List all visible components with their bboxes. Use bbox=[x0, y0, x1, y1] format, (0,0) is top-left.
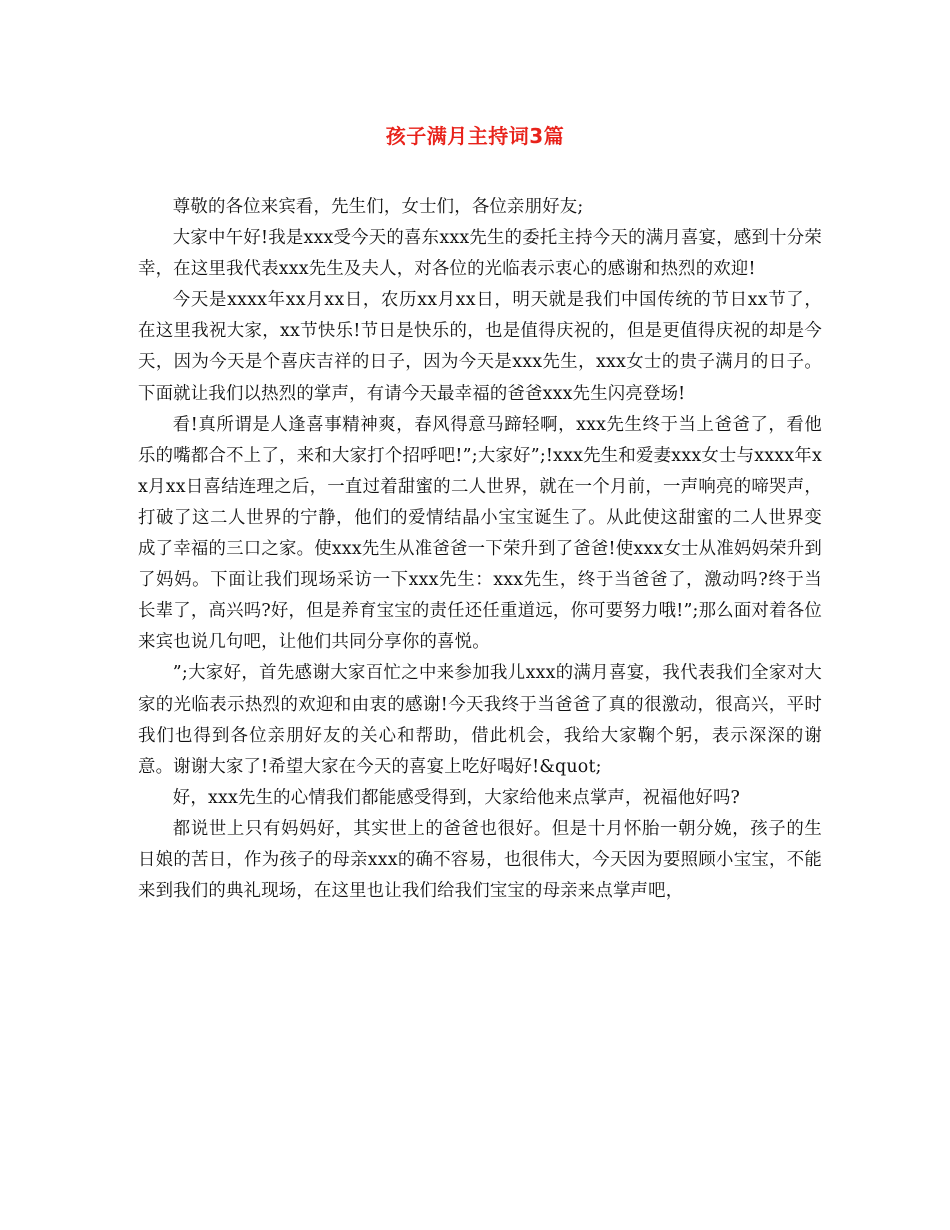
paragraph: 好，xxx先生的心情我们都能感受得到，大家给他来点掌声，祝福他好吗? bbox=[172, 787, 741, 808]
paragraph: 都说世上只有妈妈好，其实世上的爸爸也很好。但是十月怀胎一朝分娩，孩子的生日娘的苦日，作为孩子的母亲xxx的确不容易，也很伟大，今天因为要照顾小宝宝，不能来到我们的典礼现场，在这里也让我们给我们宝宝的母亲来点掌声吧， bbox=[138, 818, 822, 902]
document-body bbox=[138, 192, 822, 907]
paragraph: 看!真所谓是人逢喜事精神爽，春风得意马蹄轻啊，xxx先生终于当上爸爸了，看他乐的嘴都合不上了，来和大家打个招呼吧!”;大家好”;!xxx先生和爱妻xxx女士与xxxx年xx月xx日喜结连理之后，一直过着甜蜜的二人世界，就在一个月前，一声响亮的啼哭声，打破了这二人世界的宁静，他们的爱情结晶小宝宝诞生了。从此使这甜蜜的二人世界变成了幸福的三口之家。使xxx先生从准爸爸一下荣升到了爸爸!使xxx女士从准妈妈荣升到了妈妈。下面让我们现场采访一下xxx先生：xxx先生，终于当爸爸了，激动吗?终于当长辈了，高兴吗?好，但是养育宝宝的责任还任重道远，你可要努力哦!”;那么面对着各位来宾也说几句吧，让他们共同分享你的喜悦。 bbox=[138, 414, 822, 653]
paragraph: 今天是xxxx年xx月xx日，农历xx月xx日，明天就是我们中国传统的节日xx节了，在这里我祝大家，xx节快乐!节日是快乐的，也是值得庆祝的，但是更值得庆祝的却是今天，因为今天是个喜庆吉祥的日子，因为今天是xxx先生，xxx女士的贵子满月的日子。下面就让我们以热烈的掌声，有请今天最幸福的爸爸xxx先生闪亮登场! bbox=[138, 290, 822, 404]
paragraph: 尊敬的各位来宾看，先生们，女士们，各位亲朋好友; bbox=[172, 197, 584, 217]
paragraph: ”;大家好，首先感谢大家百忙之中来参加我儿xxx的满月喜宴，我代表我们全家对大家的光临表示热烈的欢迎和由衷的感谢!今天我终于当爸爸了真的很激动，很高兴，平时我们也得到各位亲朋好友的关心和帮助，借此机会，我给大家鞠个躬，表示深深的谢意。谢谢大家了!希望大家在今天的喜宴上吃好喝好!&quot; bbox=[138, 663, 822, 777]
page-title: 孩子满月主持词3篇 bbox=[385, 124, 565, 148]
paragraph: 大家中午好!我是xxx受今天的喜东xxx先生的委托主持今天的满月喜宴，感到十分荣幸，在这里我代表xxx先生及夫人，对各位的光临表示衷心的感谢和热烈的欢迎! bbox=[138, 228, 822, 280]
